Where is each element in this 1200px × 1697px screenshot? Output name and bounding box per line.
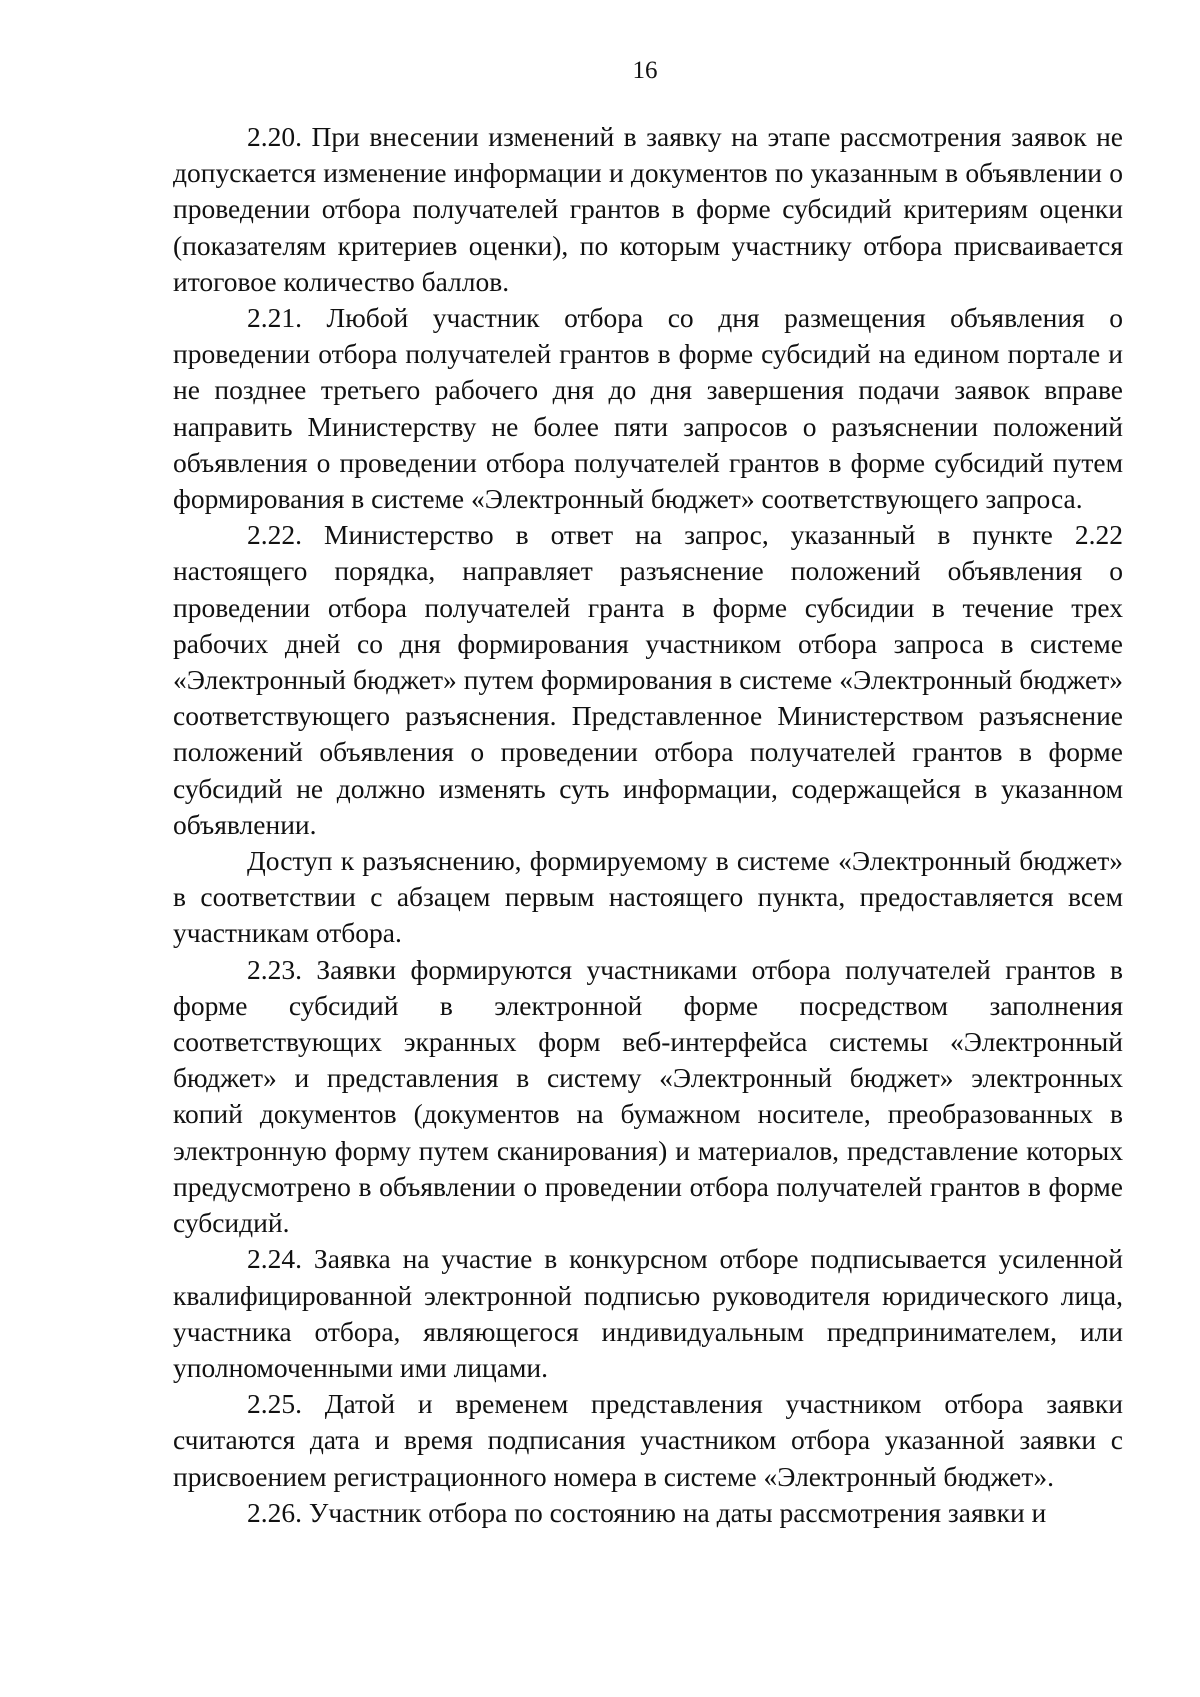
paragraph-2-22-access: Доступ к разъяснению, формируемому в системе «Электронный бюджет» в соответствии с абзацем первым настоящего пункта, предоставляется всем участникам отбора. [173,845,1123,949]
paragraph-2-25: 2.25. Датой и временем представления участником отбора заявки считаются дата и время подписания участником отбора указанной заявки с присвоением регистрационного номера в системе «Электронный бюджет». [173,1388,1123,1492]
paragraph-2-26: 2.26. Участник отбора по состоянию на даты рассмотрения заявки и [247,1496,1047,1528]
paragraph-2-21: 2.21. Любой участник отбора со дня размещения объявления о проведении отбора получателей грантов в форме субсидий на едином портале и не позднее третьего рабочего дня до дня завершения подачи заявок вправе направить Министерству не более пяти запросов о разъяснении положений объявления о проведении отбора получателей грантов в форме субсидий путем формирования в системе «Электронный бюджет» соответствующего запроса. [173,302,1123,515]
page-number: 16 [632,57,658,84]
paragraph-2-23: 2.23. Заявки формируются участниками отбора получателей грантов в форме субсидий в электронной форме посредством заполнения соответствующих экранных форм веб-интерфейса системы «Электронный бюджет» и представления в систему «Электронный бюджет» электронных копий документов (документов на бумажном носителе, преобразованных в электронную форму путем сканирования) и материалов, представление которых предусмотрено в объявлении о проведении отбора получателей грантов в форме субсидий. [173,953,1123,1239]
paragraph-2-20: 2.20. При внесении изменений в заявку на этапе рассмотрения заявок не допускается изменение информации и документов по указанным в объявлении о проведении отбора получателей грантов в форме субсидий критериям оценки (показателям критериев оценки), по которым участнику отбора присваивается итоговое количество баллов. [173,121,1123,297]
document-body [173,119,1123,1531]
paragraph-2-24: 2.24. Заявка на участие в конкурсном отборе подписывается усиленной квалифицированной электронной подписью руководителя юридического лица, участника отбора, являющегося индивидуальным предпринимателем, или уполномоченными ими лицами. [173,1243,1123,1383]
paragraph-2-22: 2.22. Министерство в ответ на запрос, указанный в пункте 2.22 настоящего порядка, направляет разъяснение положений объявления о проведении отбора получателей гранта в форме субсидии в течение трех рабочих дней со дня формирования участником отбора запроса в системе «Электронный бюджет» путем формирования в системе «Электронный бюджет» соответствующего разъяснения. Представленное Министерством разъяснение положений объявления о проведении отбора получателей грантов в форме субсидий не должно изменять суть информации, содержащейся в указанном объявлении. [173,519,1123,840]
